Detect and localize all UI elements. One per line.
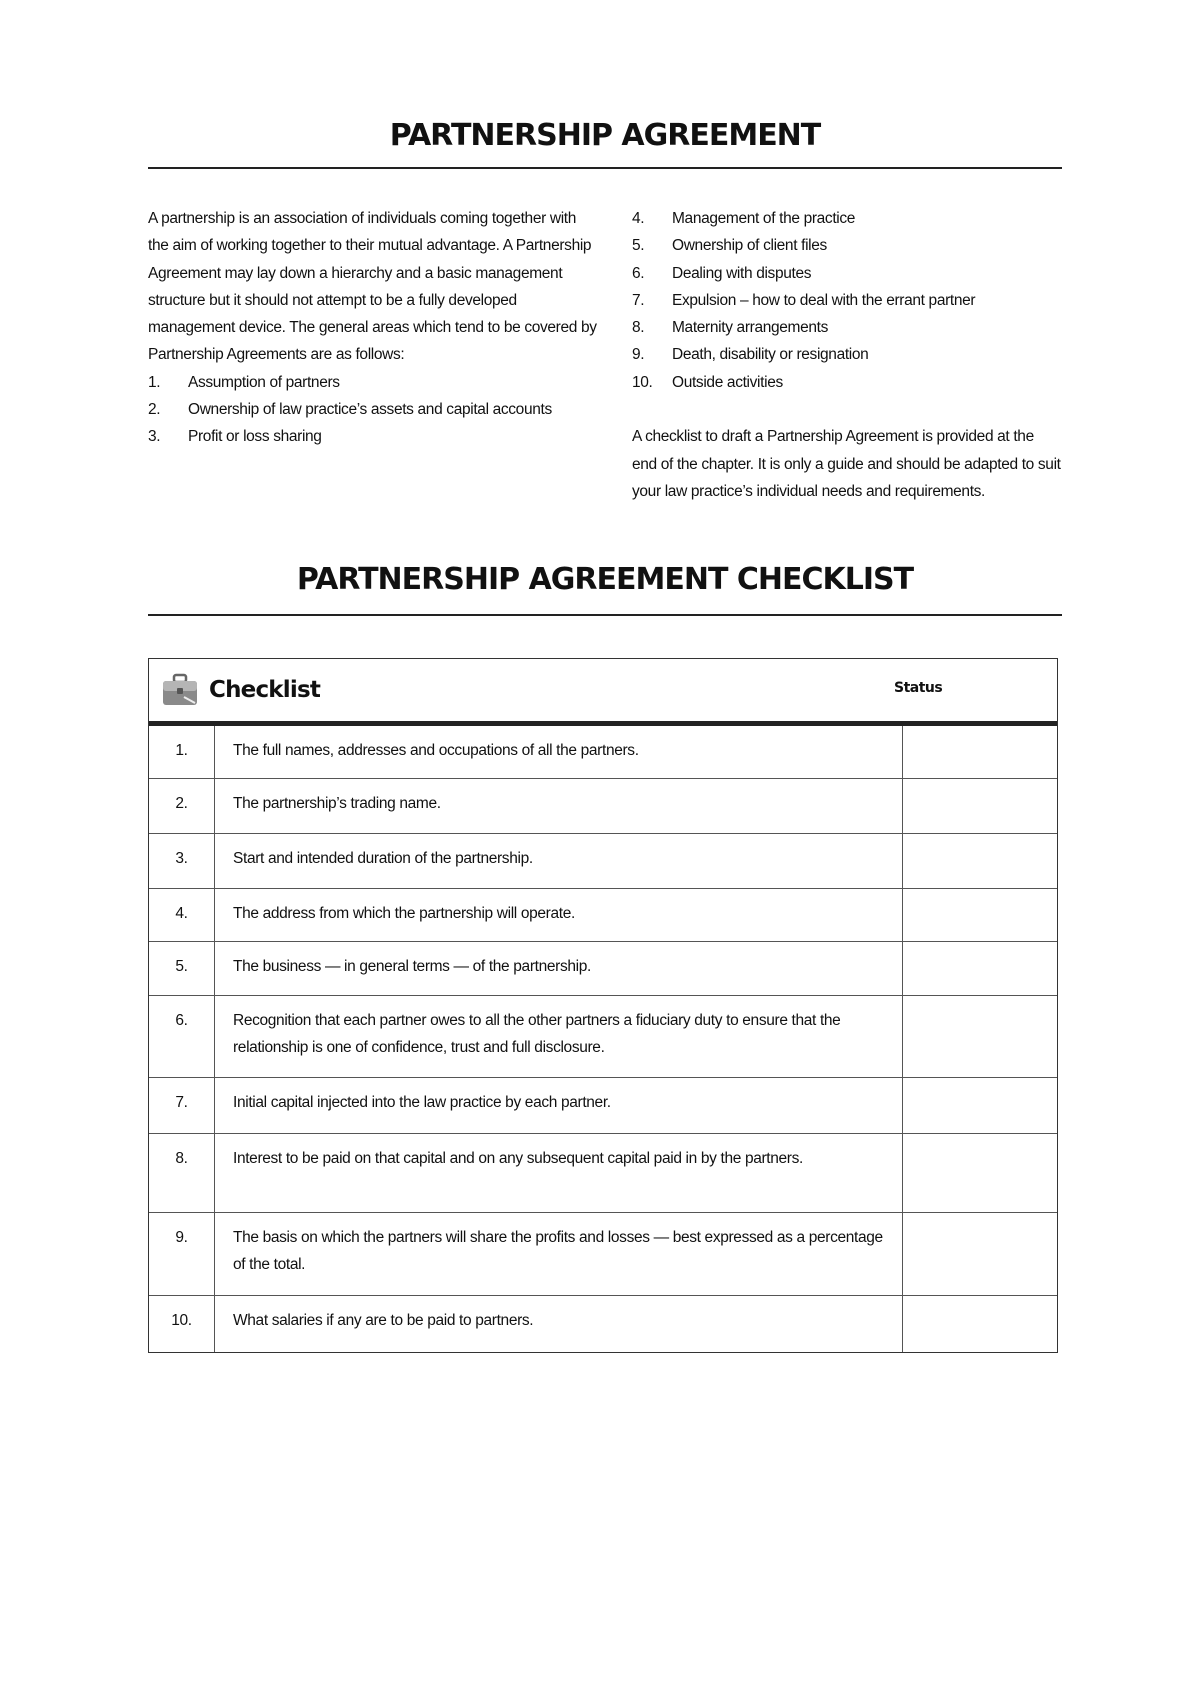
row-number: 6. xyxy=(149,996,215,1077)
list-item-number: 9. xyxy=(632,346,645,364)
title-divider xyxy=(148,167,1062,169)
status-cell[interactable] xyxy=(903,1213,1057,1295)
list-item-number: 8. xyxy=(632,319,645,337)
list-item-text: Outside activities xyxy=(672,373,783,391)
status-cell[interactable] xyxy=(903,1134,1057,1212)
areas-list-part-2 xyxy=(632,205,1062,396)
list-item-text: Ownership of law practice’s assets and capital accounts xyxy=(188,401,552,419)
list-item xyxy=(632,232,1062,259)
list-item-number: 6. xyxy=(632,264,645,282)
list-item-number: 7. xyxy=(632,291,645,309)
checklist-header xyxy=(149,659,1057,726)
list-item-number: 4. xyxy=(632,210,645,227)
list-item-text: Expulsion – how to deal with the errant partner xyxy=(672,291,976,309)
list-item xyxy=(148,396,598,423)
list-item-text: Assumption of partners xyxy=(188,373,340,391)
table-row xyxy=(149,778,1057,833)
row-text: What salaries if any are to be paid to partners. xyxy=(215,1296,903,1352)
checklist-table xyxy=(148,658,1058,1353)
row-text: Interest to be paid on that capital and on any subsequent capital paid in by the partners. xyxy=(215,1134,903,1212)
status-cell[interactable] xyxy=(903,779,1057,833)
list-item-text: Dealing with disputes xyxy=(672,264,812,282)
status-cell[interactable] xyxy=(903,834,1057,888)
status-column-header: Status xyxy=(894,680,943,696)
row-text: The business — in general terms — of the partnership. xyxy=(215,942,903,995)
status-cell[interactable] xyxy=(903,889,1057,941)
briefcase-icon xyxy=(162,673,198,707)
row-number: 4. xyxy=(149,889,215,941)
row-text: The address from which the partnership will operate. xyxy=(215,889,903,941)
status-cell[interactable] xyxy=(903,996,1057,1077)
list-item xyxy=(632,314,1062,341)
table-row xyxy=(149,1212,1057,1295)
table-row xyxy=(149,941,1057,995)
list-item xyxy=(632,341,1062,368)
list-item-text: Ownership of client files xyxy=(672,237,827,255)
table-row xyxy=(149,1295,1057,1352)
closing-paragraph: A checklist to draft a Partnership Agreement is provided at the end of the chapter. It is only a guide and should be adapted to suit your law practice’s individual needs and requirements. xyxy=(632,428,1061,500)
row-number: 9. xyxy=(149,1213,215,1295)
list-item-number: 1. xyxy=(148,373,161,391)
list-item xyxy=(632,369,1062,396)
list-item-text: Management of the practice xyxy=(672,210,856,227)
row-number: 5. xyxy=(149,942,215,995)
checklist-title-divider xyxy=(148,614,1062,616)
table-row xyxy=(149,833,1057,888)
right-column xyxy=(632,205,1062,505)
list-item-text: Death, disability or resignation xyxy=(672,346,869,364)
table-row xyxy=(149,726,1057,778)
row-text: The full names, addresses and occupations of all the partners. xyxy=(215,726,903,778)
list-item-text: Profit or loss sharing xyxy=(188,428,322,446)
list-item-number: 3. xyxy=(148,428,161,446)
table-row xyxy=(149,995,1057,1077)
status-cell[interactable] xyxy=(903,1296,1057,1352)
areas-list-part-1 xyxy=(148,369,598,451)
row-number: 7. xyxy=(149,1078,215,1133)
row-number: 8. xyxy=(149,1134,215,1212)
page-title: PARTNERSHIP AGREEMENT xyxy=(389,118,821,153)
list-item-number: 5. xyxy=(632,237,645,255)
checklist-section-title: PARTNERSHIP AGREEMENT CHECKLIST xyxy=(296,562,914,597)
list-item xyxy=(632,287,1062,314)
table-row xyxy=(149,1133,1057,1212)
status-cell[interactable] xyxy=(903,942,1057,995)
row-number: 10. xyxy=(149,1296,215,1352)
status-cell[interactable] xyxy=(903,726,1057,778)
table-row xyxy=(149,1077,1057,1133)
row-text: Recognition that each partner owes to all the other partners a fiduciary duty to ensure that the relationship is one of confidence, trust and full disclosure. xyxy=(215,996,903,1077)
list-item-number: 2. xyxy=(148,401,161,419)
row-number: 2. xyxy=(149,779,215,833)
row-text: Initial capital injected into the law practice by each partner. xyxy=(215,1078,903,1133)
checklist-title: Checklist xyxy=(209,677,321,703)
list-item-text: Maternity arrangements xyxy=(672,319,828,337)
list-item xyxy=(632,205,1062,232)
row-text: Start and intended duration of the partnership. xyxy=(215,834,903,888)
list-item xyxy=(148,423,598,450)
status-cell[interactable] xyxy=(903,1078,1057,1133)
list-item xyxy=(148,369,598,396)
intro-paragraph: A partnership is an association of individuals coming together with the aim of working together to their mutual advantage. A Partnership Agreement may lay down a hierarchy and a basic management structure but it should not attempt to be a fully developed management device. The general areas which tend to be covered by Partnership Agreements are as follows: xyxy=(148,210,597,364)
table-row xyxy=(149,888,1057,941)
list-item xyxy=(632,260,1062,287)
row-text: The basis on which the partners will share the profits and losses — best expressed as a percentage of the total. xyxy=(215,1213,903,1295)
row-number: 1. xyxy=(149,726,215,778)
left-column xyxy=(148,205,598,451)
row-text: The partnership’s trading name. xyxy=(215,779,903,833)
list-item-number: 10. xyxy=(632,373,653,391)
row-number: 3. xyxy=(149,834,215,888)
